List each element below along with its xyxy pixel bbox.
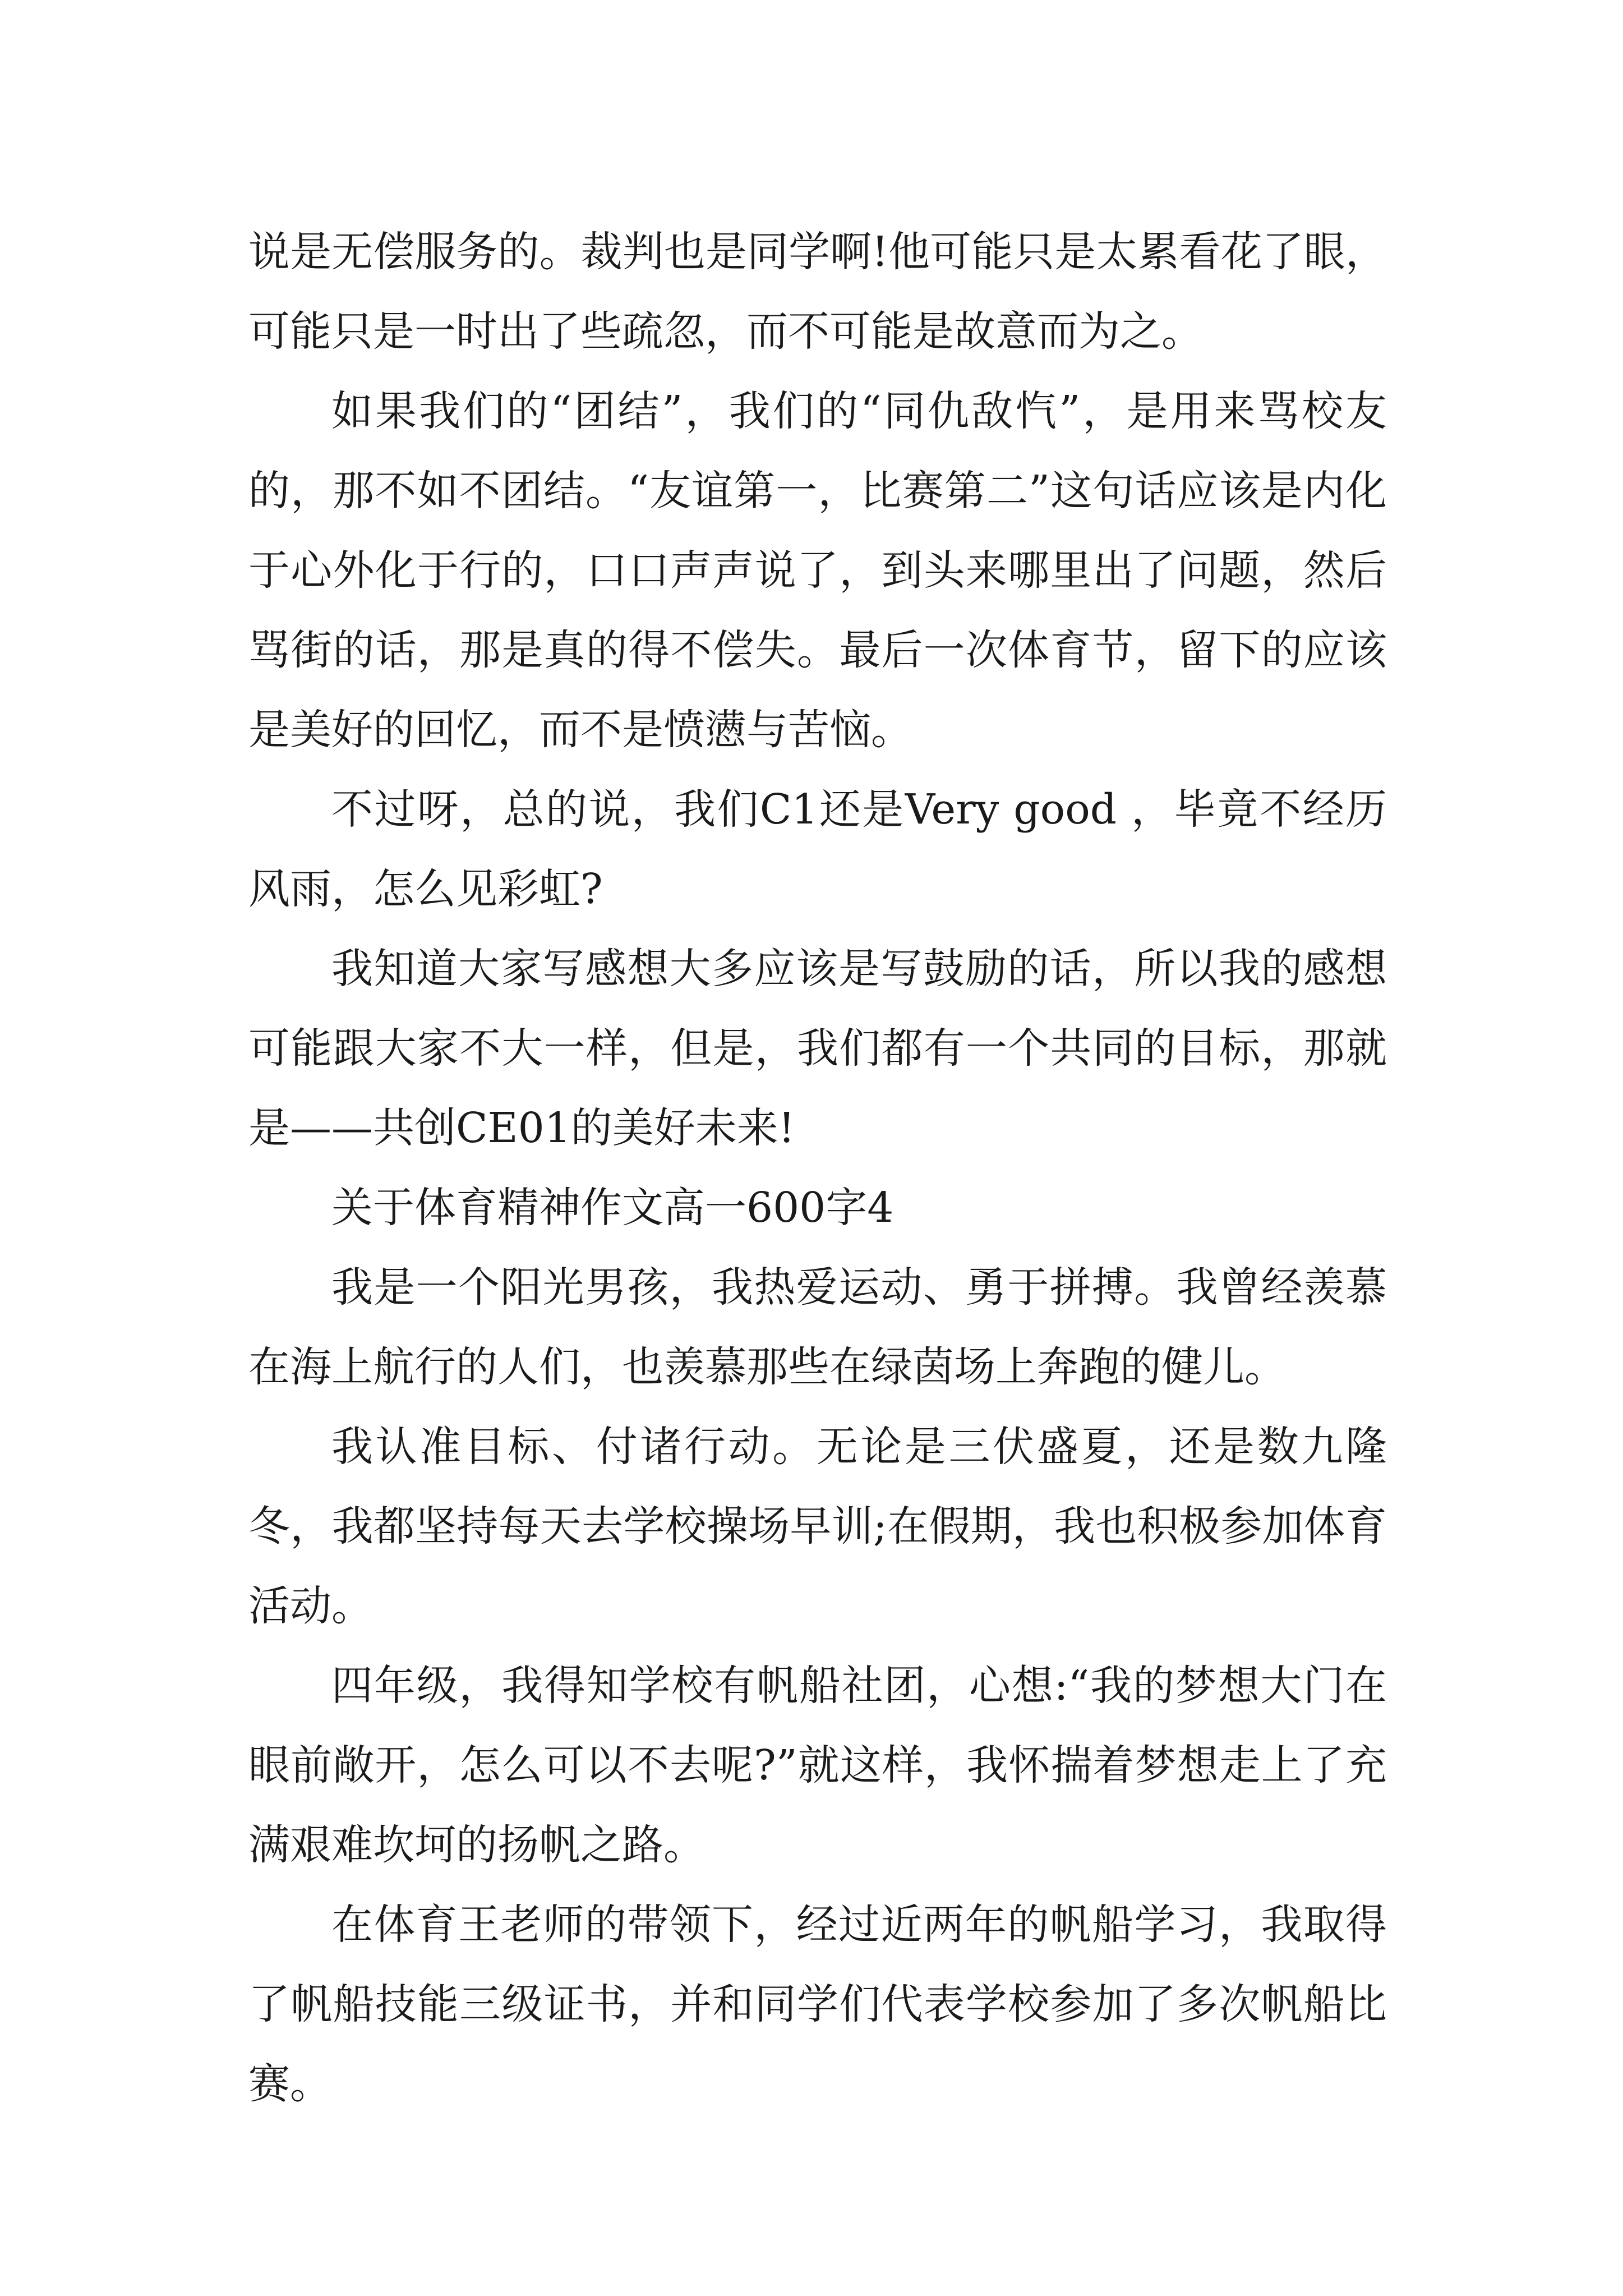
paragraph: 我认准目标、付诸行动。无论是三伏盛夏，还是数九隆冬，我都坚持每天去学校操场早训;在假期，我也积极参加体育活动。 bbox=[248, 1423, 1387, 1630]
paragraph: 四年级，我得知学校有帆船社团，心想:“我的梦想大门在眼前敞开，怎么可以不去呢?”就这样，我怀揣着梦想走上了充满艰难坎坷的扬帆之路。 bbox=[248, 1662, 1387, 1869]
paragraph: 如果我们的“团结”，我们的“同仇敌忾”，是用来骂校友的，那不如不团结。“友谊第一，比赛第二”这句话应该是内化于心外化于行的，口口声声说了，到头来哪里出了问题，然后骂街的话，那是真的得不偿失。最后一次体育节，留下的应该是美好的回忆，而不是愤懑与苦恼。 bbox=[248, 387, 1387, 754]
paragraph-continuation: 说是无偿服务的。裁判也是同学啊!他可能只是太累看花了眼，可能只是一时出了些疏忽，而不可能是故意而为之。 bbox=[248, 228, 1387, 356]
paragraph: 我知道大家写感想大多应该是写鼓励的话，所以我的感想可能跟大家不大一样，但是，我们都有一个共同的目标，那就是——共创CE01的美好未来! bbox=[248, 945, 1387, 1152]
document-body bbox=[248, 212, 1387, 2124]
paragraph: 不过呀，总的说，我们C1还是Very good ，毕竟不经历风雨，怎么见彩虹? bbox=[248, 785, 1387, 913]
paragraph: 在体育王老师的带领下，经过近两年的帆船学习，我取得了帆船技能三级证书，并和同学们代表学校参加了多次帆船比赛。 bbox=[248, 1901, 1387, 2108]
section-heading: 关于体育精神作文高一600字4 bbox=[331, 1184, 894, 1232]
paragraph: 我是一个阳光男孩，我热爱运动、勇于拼搏。我曾经羡慕在海上航行的人们，也羡慕那些在绿茵场上奔跑的健儿。 bbox=[248, 1263, 1387, 1391]
